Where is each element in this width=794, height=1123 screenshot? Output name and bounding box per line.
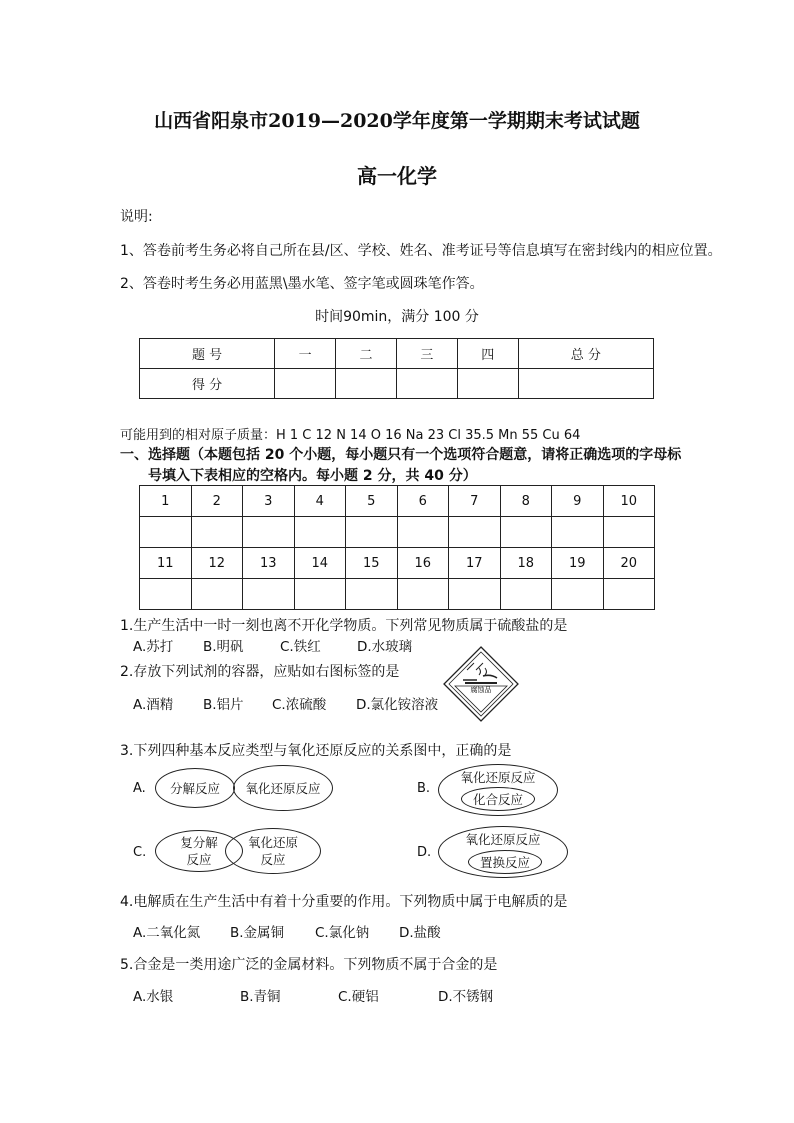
answer-number: 8: [500, 486, 552, 517]
section1-line2: 号填入下表相应的空格内。每小题 2 分，共 40 分）: [148, 468, 477, 484]
answer-blank[interactable]: [449, 579, 501, 610]
score-cell: 二: [336, 339, 397, 369]
time-and-score: 时间90min，满分 100 分: [315, 309, 479, 325]
answer-number: 2: [191, 486, 243, 517]
answer-number: 4: [294, 486, 346, 517]
q1-option-b[interactable]: B.明矾: [203, 639, 244, 655]
q3-d-inner-text: 置换反应: [479, 854, 530, 870]
q3-option-a-letter[interactable]: A.: [133, 781, 146, 796]
q2-option-c[interactable]: C.浓硫酸: [272, 697, 327, 713]
answer-number: 16: [397, 548, 449, 579]
score-cell: 三: [396, 339, 457, 369]
note-item-1: 1、答卷前考生务必将自己所在县/区、学校、姓名、准考证号等信息填写在密封线内的相应位置。: [120, 243, 722, 259]
score-cell: 一: [275, 339, 336, 369]
q3-stem: 3.下列四种基本反应类型与氧化还原反应的关系图中，正确的是: [120, 743, 512, 759]
q2-option-b[interactable]: B.铝片: [203, 697, 244, 713]
q3-b-outer-text: 氧化还原反应: [460, 770, 536, 785]
answer-blank[interactable]: [243, 517, 295, 548]
score-blank[interactable]: [275, 369, 336, 399]
answer-blank[interactable]: [603, 579, 655, 610]
q1-option-a[interactable]: A.苏打: [133, 639, 174, 655]
answer-number: 6: [397, 486, 449, 517]
q3-a-left-text: 分解反应: [169, 780, 220, 796]
score-blank[interactable]: [336, 369, 397, 399]
corrosive-diamond: [443, 646, 519, 722]
section1-line1: 一、选择题（本题包括 20 个小题，每小题只有一个选项符合题意，请将正确选项的字母标: [120, 447, 682, 463]
answer-number: 3: [243, 486, 295, 517]
score-cell: 得 分: [140, 369, 275, 399]
answer-blank[interactable]: [191, 517, 243, 548]
answer-blank[interactable]: [191, 579, 243, 610]
q2-stem: 2.存放下列试剂的容器，应贴如右图标签的是: [120, 664, 400, 680]
answer-number: 18: [500, 548, 552, 579]
q4-option-c[interactable]: C.氯化钠: [315, 925, 370, 941]
answer-blank[interactable]: [500, 517, 552, 548]
score-table-header-row: [140, 339, 654, 369]
q5-option-c[interactable]: C.硬铝: [338, 989, 379, 1005]
answer-number-row: [140, 548, 655, 579]
q1-option-d[interactable]: D.水玻璃: [357, 639, 413, 655]
answer-table: [139, 485, 655, 610]
answer-blank[interactable]: [552, 517, 604, 548]
answer-blank[interactable]: [346, 579, 398, 610]
q3-c-right-line1: 氧化还原: [247, 835, 298, 850]
score-cell: 总 分: [518, 339, 653, 369]
score-table-score-row: [140, 369, 654, 399]
answer-number-row: [140, 486, 655, 517]
q1-option-c[interactable]: C.铁红: [280, 639, 321, 655]
answer-blank[interactable]: [243, 579, 295, 610]
q2-option-a[interactable]: A.酒精: [133, 697, 174, 713]
q5-stem: 5.合金是一类用途广泛的金属材料。下列物质不属于合金的是: [120, 957, 498, 973]
answer-number: 7: [449, 486, 501, 517]
answer-blank[interactable]: [140, 517, 192, 548]
q1-stem: 1.生产生活中一时一刻也离不开化学物质。下列常见物质属于硫酸盐的是: [120, 618, 568, 634]
answer-number: 10: [603, 486, 655, 517]
answer-number: 15: [346, 548, 398, 579]
answer-blank-row: [140, 517, 655, 548]
notes-heading: 说明:: [120, 209, 153, 225]
answer-number: 11: [140, 548, 192, 579]
answer-blank[interactable]: [294, 579, 346, 610]
q3-option-d-letter[interactable]: D.: [417, 845, 432, 860]
q4-option-b[interactable]: B.金属铜: [230, 925, 285, 941]
score-cell: 题 号: [140, 339, 275, 369]
q3-a-left-ellipse: [155, 768, 235, 808]
answer-number: 5: [346, 486, 398, 517]
answer-number: 12: [191, 548, 243, 579]
exam-title: 山西省阳泉市2019—2020学年度第一学期期末考试试题: [154, 110, 640, 132]
score-table: [139, 338, 654, 399]
answer-number: 14: [294, 548, 346, 579]
score-cell: 四: [457, 339, 518, 369]
answer-blank[interactable]: [603, 517, 655, 548]
q3-d-inner-ellipse: [468, 850, 542, 874]
answer-blank[interactable]: [397, 517, 449, 548]
corrosive-label-icon: [443, 646, 519, 722]
q3-c-right-line2: 反应: [260, 852, 286, 867]
q3-c-left-line1: 复分解: [180, 835, 218, 850]
answer-number: 20: [603, 548, 655, 579]
q2-option-d[interactable]: D.氯化铵溶液: [356, 697, 439, 713]
q3-c-right-ellipse: [225, 828, 321, 874]
answer-blank[interactable]: [294, 517, 346, 548]
q3-b-inner-ellipse: [461, 787, 535, 811]
q3-a-right-text: 氧化还原反应: [245, 780, 321, 796]
answer-number: 17: [449, 548, 501, 579]
answer-blank-row: [140, 579, 655, 610]
q3-c-left-line2: 反应: [186, 852, 212, 867]
score-blank[interactable]: [518, 369, 653, 399]
score-blank[interactable]: [396, 369, 457, 399]
answer-number: 19: [552, 548, 604, 579]
answer-blank[interactable]: [140, 579, 192, 610]
corrosive-label-text: 腐蚀品: [470, 686, 492, 694]
answer-number: 13: [243, 548, 295, 579]
q4-option-a[interactable]: A.二氧化氮: [133, 925, 201, 941]
note-item-2: 2、答卷时考生务必用蓝黑\墨水笔、签字笔或圆珠笔作答。: [120, 276, 484, 292]
q3-c-right-label: [248, 834, 298, 868]
q3-option-b-letter[interactable]: B.: [417, 781, 431, 796]
answer-blank[interactable]: [449, 517, 501, 548]
q4-stem: 4.电解质在生产生活中有着十分重要的作用。下列物质中属于电解质的是: [120, 894, 568, 910]
answer-number: 9: [552, 486, 604, 517]
q5-option-b[interactable]: B.青铜: [240, 989, 281, 1005]
q4-option-d[interactable]: D.盐酸: [399, 925, 441, 941]
score-blank[interactable]: [457, 369, 518, 399]
answer-number: 1: [140, 486, 192, 517]
q3-b-inner-text: 化合反应: [472, 791, 523, 807]
q3-c-left-label: [180, 834, 218, 868]
atomic-masses: 可能用到的相对原子质量：H 1 C 12 N 14 O 16 Na 23 Cl 35.5 Mn 55 Cu 64: [120, 428, 581, 443]
answer-blank[interactable]: [346, 517, 398, 548]
answer-blank[interactable]: [552, 579, 604, 610]
answer-blank[interactable]: [500, 579, 552, 610]
q3-a-right-ellipse: [233, 765, 333, 811]
q3-option-c-letter[interactable]: C.: [133, 845, 147, 860]
answer-blank[interactable]: [397, 579, 449, 610]
q5-option-a[interactable]: A.水银: [133, 989, 174, 1005]
q3-d-outer-text: 氧化还原反应: [465, 832, 541, 847]
q5-option-d[interactable]: D.不锈钢: [438, 989, 494, 1005]
subject-title: 高一化学: [357, 164, 437, 188]
